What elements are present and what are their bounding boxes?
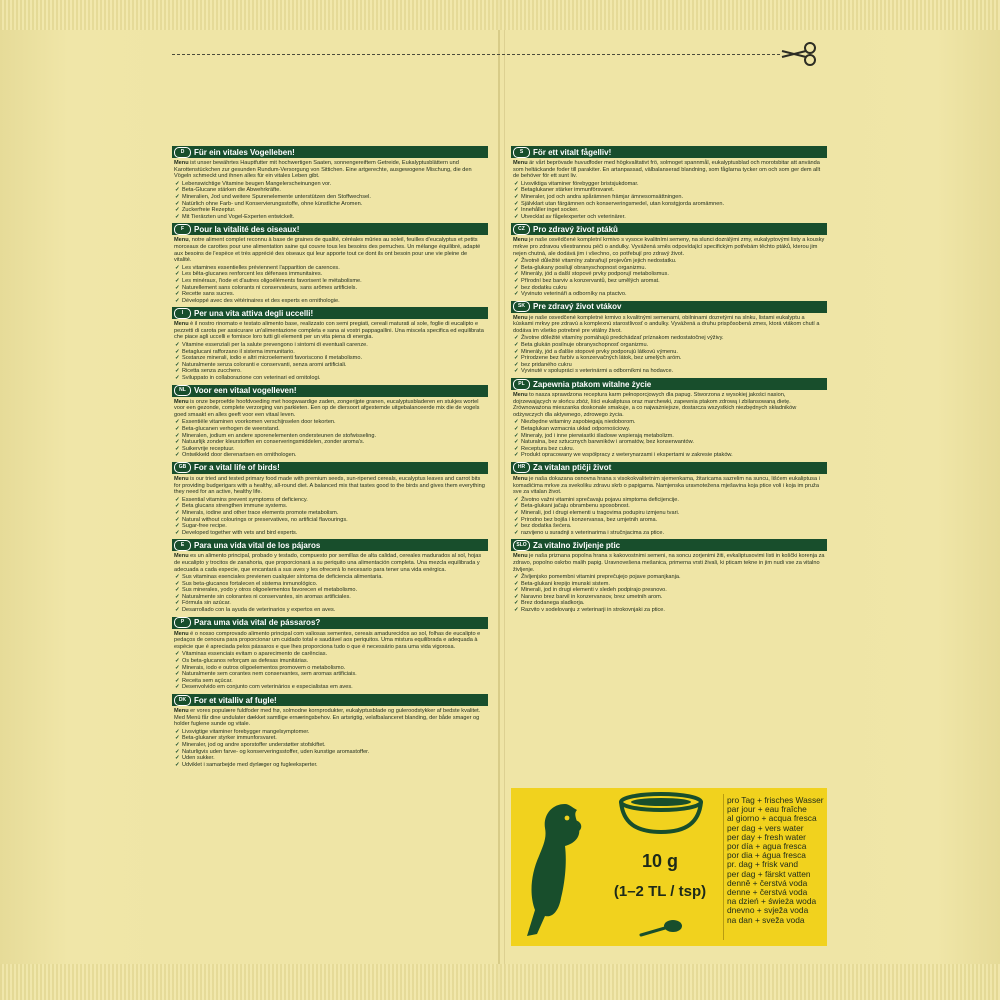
spoon-icon: [639, 918, 683, 938]
section-header: [172, 385, 488, 397]
benefit-list: [174, 651, 486, 691]
benefit-item: ✓ bez dodatka šećera.: [513, 523, 825, 530]
benefit-item: ✓ Ricetta senza zucchero.: [174, 368, 486, 375]
language-section-cz: [511, 223, 827, 297]
benefit-item: ✓ Beta-glukany posilují obranyschopnost organizmu.: [513, 265, 825, 272]
section-header: [172, 617, 488, 629]
intro-text: er vores populære fuldfoder med frø, solmodne kornprodukter, eukalyptusblade og guleroodstykker af bedste kvalitet. Med Menü får dine undulater dækket samtlige ernæringsbehov. En artsrigtig, velafbalanceret blanding, der både smager og holder fuglene sunde og vitale.: [174, 708, 481, 728]
section-title: Voor een vitaal vogelleven!: [194, 386, 297, 396]
language-section-sk: [511, 301, 827, 375]
language-section-s: [511, 146, 827, 220]
section-body: [172, 474, 488, 536]
section-body: [172, 235, 488, 304]
section-body: [172, 158, 488, 220]
benefit-item: ✓ Livsvigtige vitaminer forebygger mangelsymptomer.: [174, 729, 486, 736]
section-title: Pre zdravý život vtákov: [533, 302, 622, 312]
section-title: Para uma vida vital de pássaros?: [194, 618, 321, 628]
benefit-item: ✓ Os beta-glucanos reforçam as defesas imunitárias.: [174, 658, 486, 665]
section-header: [511, 539, 827, 551]
benefit-item: ✓ Recette sans sucres.: [174, 291, 486, 298]
benefit-item: ✓ Beta-glukani krepijo imunski sistem.: [513, 581, 825, 588]
language-code-badge: SK: [513, 301, 530, 312]
benefit-list: [513, 497, 825, 537]
language-code-badge: CZ: [513, 224, 530, 235]
benefit-item: ✓ Les vitamines essentielles préviennent l'apparition de carences.: [174, 265, 486, 272]
language-code-badge: PL: [513, 379, 530, 390]
daily-instruction-line: pr. dag + frisk vand: [727, 859, 798, 870]
benefit-list: [174, 265, 486, 305]
language-code-badge: F: [174, 224, 191, 235]
benefit-item: ✓ Naravno brez barvil in konzervansov, brez umetnih arom.: [513, 594, 825, 601]
brand-name: Menu: [174, 160, 189, 166]
benefit-item: ✓ Mineralien, Jod und weitere Spurenelemente unterstützen den Stoffwechsel.: [174, 194, 486, 201]
benefit-item: ✓ Les minéraux, l'iode et d'autres oligoéléments favorisent le métabolisme.: [174, 278, 486, 285]
benefit-item: ✓ Les bêta-glucanes renforcent les défenses immunitaires.: [174, 271, 486, 278]
language-section-gb: [172, 462, 488, 536]
benefit-item: ✓ Receita sem açúcar.: [174, 678, 486, 685]
benefit-item: ✓ Innehåller inget socker.: [513, 207, 825, 214]
daily-instruction-line: pro Tag + frisches Wasser: [727, 795, 824, 805]
benefit-item: ✓ Essentiële vitaminen voorkomen verschijnselen door tekorten.: [174, 419, 486, 426]
language-section-pl: [511, 378, 827, 459]
dose-grams: 10 g: [641, 851, 679, 871]
section-intro: [174, 399, 486, 419]
daily-instruction-line: na dzień + świeża woda: [727, 896, 817, 907]
section-header: [511, 146, 827, 158]
benefit-item: ✓ Prirodzene bez farbív a konzervačných látok, bez umelých aróm.: [513, 355, 825, 362]
intro-text: je naša priznana popolna hrana s kakovostnimi semeni, na soncu zorjenimi žiti, evkaliptusovimi listi in koščki korenja za zdravo, popolno oskrbo malih papig. Uravnovešena mešanica, primerna vrsti živali, ki pticam tekne in jim nudi vse za vitalno življenje.: [513, 553, 825, 573]
section-body: [511, 158, 827, 220]
section-title: Pour la vitalité des oiseaux!: [194, 224, 300, 234]
benefit-item: ✓ Sviluppato in collaborazione con veterinari ed ornitologi.: [174, 375, 486, 382]
panel-divider: [723, 794, 724, 940]
intro-text: je naša dokazana osnovna hrana s visokokvalitetnim sjemenkama, žitaricama sazrelim na suncu, lišćem eukaliptusa i komadićima mrkve za svekoliku zdravu skrb o papigama. Namjenska uravnotežena mješavina koja ptice voli i koja im pruža sve za vitalan život.: [513, 475, 820, 496]
benefit-list: [174, 342, 486, 382]
benefit-item: ✓ bez pridaného cukru: [513, 362, 825, 369]
section-header: [511, 378, 827, 390]
section-header: [172, 694, 488, 706]
benefit-item: ✓ bez dodatku cukru: [513, 285, 825, 292]
language-section-p: [172, 617, 488, 691]
language-section-e: [172, 539, 488, 613]
benefit-item: ✓ Beta glukán posilnuje obranyschopnosť organizmu.: [513, 342, 825, 349]
language-code-badge: NL: [174, 385, 191, 396]
section-body: [511, 551, 827, 613]
section-title: Für ein vitales Vogelleben!: [194, 147, 295, 157]
section-intro: [174, 708, 486, 728]
benefit-item: ✓ Brez dodanega sladkorja.: [513, 600, 825, 607]
section-header: [172, 539, 488, 551]
benefit-item: ✓ Sus vitaminas esenciales previenen cualquier síntoma de deficiencia alimentaria.: [174, 574, 486, 581]
section-header: [511, 301, 827, 313]
bottom-crimp-seal: [0, 964, 1000, 1000]
section-header: [172, 146, 488, 158]
daily-instruction-line: por dia + água fresca: [727, 850, 806, 861]
benefit-item: ✓ Životno važni vitamini sprečavaju pojavu simptoma deficijencije.: [513, 497, 825, 504]
section-intro: [513, 160, 825, 180]
benefit-list: [174, 419, 486, 459]
benefit-item: ✓ Vyvinuté v spolupráci s veterinármi a odborníkmi na hodavce.: [513, 368, 825, 375]
brand-name: Menu: [174, 708, 189, 714]
section-intro: [513, 315, 825, 335]
text-column-right: [511, 146, 827, 617]
scissors-icon: [780, 42, 822, 66]
feeding-instructions-panel: [511, 788, 827, 946]
benefit-item: ✓ Beta-glukani jačaju obrambenu sposobnost.: [513, 503, 825, 510]
benefit-item: ✓ Mineraler, jod och andra spårämnen främjar ämnesomsättningen.: [513, 194, 825, 201]
benefit-list: [513, 419, 825, 459]
language-code-badge: GB: [174, 462, 191, 473]
benefit-item: ✓ Přírodní bez barviv a konzervantů, bez umělých aromat.: [513, 278, 825, 285]
right-gusset: [840, 0, 1000, 1000]
text-column-left: [172, 146, 488, 771]
benefit-item: ✓ Sugar-free recipe.: [174, 523, 486, 530]
benefit-item: ✓ Vitamine essenziali per la salute prevengono i sintomi di eventuali carenze.: [174, 342, 486, 349]
benefit-list: [174, 574, 486, 614]
section-body: [511, 313, 827, 375]
section-intro: [174, 160, 486, 180]
benefit-item: ✓ Naturligvis uden farve- og konserveringsstoffer, uden kunstige aromastoffer.: [174, 749, 486, 756]
daily-instructions-list: [727, 796, 827, 925]
section-body: [511, 474, 827, 536]
benefit-list: [513, 574, 825, 614]
section-title: Per una vita attiva degli uccelli!: [194, 308, 314, 318]
section-body: [172, 551, 488, 613]
benefit-item: ✓ Essential vitamins prevent symptoms of deficiency.: [174, 497, 486, 504]
daily-instruction-line: per dag + vers water: [727, 822, 804, 833]
brand-name: Menu: [174, 630, 189, 637]
benefit-item: ✓ Životne dôležité vitamíny pomáhajú predchádzať príznakom nedostatočnej výživy.: [513, 335, 825, 342]
benefit-item: ✓ Betaglucani rafforzano il sistema immunitario.: [174, 349, 486, 356]
section-intro: [174, 237, 486, 263]
brand-name: Menu: [513, 392, 528, 399]
section-header: [172, 462, 488, 474]
benefit-item: ✓ Udviklet i samarbejde med dyrlæger og fugleeksperter.: [174, 762, 486, 769]
section-intro: [174, 476, 486, 496]
benefit-item: ✓ Ontwikkeld door dierenartsen en ornithologen.: [174, 452, 486, 459]
intro-text: es un alimento principal, probado y testado, compuesto por semillas de alta calidad, cereales madurados al sol, hojas de eucalipto y trocitos de zanahoria, que proporcionará a su periquito una alimentación completa. Una mezcla equilibrada y adecuada a cada especie, que encantará a sus aves y les ofrecerá lo necesario para tener una vida enérgica.: [174, 553, 482, 573]
benefit-item: ✓ Developed together with vets and bird experts.: [174, 530, 486, 537]
section-header: [172, 223, 488, 235]
benefit-item: ✓ Betaglukan wzmacnia układ odpornościowy.: [513, 426, 825, 433]
daily-instruction-line: al giorno + acqua fresca: [727, 813, 817, 824]
section-intro: [513, 476, 825, 496]
section-intro: [513, 237, 825, 257]
benefit-item: ✓ Minerais, iodo e outros oligoelementos promovem o metabolismo.: [174, 665, 486, 672]
brand-name: Menu: [174, 321, 189, 328]
intro-text: è il nostro rinomato e testato alimento base, realizzato con semi pregiati, cereali maturati al sole, foglie di eucalipto e pezzetti di carota per assicurare un'alimentazione completa e sana ai vostri pappagallini. Una miscela specifica ed equilibrata che piace agli uccelli e fornisce loro tutti gli elementi per un vita piena di energia.: [174, 321, 484, 341]
section-body: [511, 235, 827, 297]
benefit-item: ✓ Minerals, iodine and other trace elements promote metabolism.: [174, 510, 486, 517]
language-code-badge: D: [174, 147, 191, 158]
language-code-badge: I: [174, 308, 191, 319]
dose-spoons: (1–2 TL / tsp): [613, 883, 707, 900]
benefit-item: ✓ Minerały, jod i inne pierwiastki śladowe wspierają metabolizm.: [513, 433, 825, 440]
daily-instruction-line: par jour + eau fraîche: [727, 804, 807, 815]
benefit-item: ✓ Beta-glukaner styrker immunforsvaret.: [174, 735, 486, 742]
benefit-item: ✓ Sostanze minerali, iodio e altri microelementi favoriscono il metabolismo.: [174, 355, 486, 362]
benefit-item: ✓ Beta-glucanen verhogen de weerstand.: [174, 426, 486, 433]
benefit-item: ✓ Minerály, jód a ďalšie stopové prvky podporujú látkovú výmenu.: [513, 349, 825, 356]
benefit-item: ✓ Suikervrije receptuur.: [174, 446, 486, 453]
intro-text: é o nosso comprovado alimento principal com valiosas sementes, cereais amadurecidos ao sol, folhas de eucalipto e pedaços de cenoura para proporcionar um cuidado total e saudável aos periquitos. Uma mistura equilibrada e adequada à espécie que é apreciada pelos pássaros e que lhes proporciona tudo o que é necessário para uma vida vigorosa.: [174, 630, 481, 650]
benefit-item: ✓ Naturalmente senza coloranti e conservanti, senza aromi artificiali.: [174, 362, 486, 369]
section-intro: [513, 392, 825, 418]
benefit-item: ✓ Naturalna, bez sztucznych barwników i aromatów, bez konserwantów.: [513, 439, 825, 446]
brand-name: Menu: [174, 237, 189, 244]
brand-name: Menu: [174, 553, 189, 560]
language-section-slo: [511, 539, 827, 613]
benefit-item: ✓ Mineralen, jodium en andere sporenelementen ondersteunen de stofwisseling.: [174, 433, 486, 440]
benefit-item: ✓ Beta glucans strengthen immune systems.: [174, 503, 486, 510]
daily-instruction-line: denne + čerstvá voda: [727, 887, 808, 898]
language-section-f: [172, 223, 488, 304]
section-title: För ett vitalt fågelliv!: [533, 147, 612, 157]
language-section-d: [172, 146, 488, 220]
intro-text: is onze beproefde hoofdvoeding met hoogwaardige zaden, zongerijpte granen, eucalyptusbladeren en stukjes wortel voor een gezonde, complete verzorging van parkieten. Een op de diersoort afgestemde uitgebalanceerde mix die de vogels goed smaakt en alles geeft voor een vitaal leven.: [174, 398, 480, 418]
section-title: Pro zdravý život ptáků: [533, 224, 618, 234]
benefit-item: ✓ razvijeno u suradnji s veterinarima i stručnjacima za ptice.: [513, 530, 825, 537]
language-code-badge: DK: [174, 695, 191, 706]
intro-text: is our tried and tested primary food made with premium seeds, sun-ripened cereals, eucalyptus leaves and carrot bits for providing budgerigars with a healthy, all-round diet. A balanced mix that tastes good to the birds and gives them everything they need for an active, healthy life.: [174, 475, 485, 496]
benefit-item: ✓ Mineraler, jod og andre sporstoffer understøtter stofskiftet.: [174, 742, 486, 749]
section-body: [172, 629, 488, 691]
benefit-item: ✓ Vitaminas essenciais evitam o aparecimento de carências.: [174, 651, 486, 658]
section-title: Za vitalno življenje ptic: [533, 540, 621, 550]
benefit-item: ✓ Natural without colourings or preservatives, no artificial flavourings.: [174, 517, 486, 524]
brand-name: Menu: [174, 475, 189, 482]
benefit-item: ✓ Minerali, jod in drugi elementi v sledeh podpirajo presnovo.: [513, 587, 825, 594]
intro-text: är vårt beprövade huvudfoder med högkvalitativt frö, solmoget spannmål, eukalyptusblad och morotsbitar att använda som heltäckande foder till parakiter. En artanpassad, välbalanserad blandning, som fåglarna tycker om och som ger dem allt de behöver för ett sunt liv.: [513, 160, 821, 180]
brand-name: Menu: [513, 160, 528, 166]
benefit-item: ✓ Desarrollado con la ayuda de veterinarios y expertos en aves.: [174, 607, 486, 614]
benefit-item: ✓ Minerály, jód a další stopové prvky podporují metabolismus.: [513, 271, 825, 278]
benefit-item: ✓ Natürlich ohne Farb- und Konservierungsstoffe, ohne künstliche Aromen.: [174, 201, 486, 208]
benefit-list: [513, 258, 825, 298]
section-body: [172, 397, 488, 459]
benefit-item: ✓ Desenvolvido em conjunto com veterinários e especialistas em aves.: [174, 684, 486, 691]
daily-instruction-line: por día + agua fresca: [727, 841, 807, 852]
section-title: Zapewnia ptakom witalne życie: [533, 379, 652, 389]
brand-name: Menu: [513, 314, 528, 321]
center-seam: [498, 0, 500, 1000]
language-code-badge: S: [513, 147, 530, 158]
benefit-item: ✓ Développé avec des vétérinaires et des experts en ornithologie.: [174, 298, 486, 305]
benefit-item: ✓ Utvecklat av fågelexperter och veterinärer.: [513, 214, 825, 221]
section-title: Za vitalan ptičji život: [533, 463, 612, 473]
benefit-item: ✓ Livsviktiga vitaminer förebygger bristsjukdomar.: [513, 181, 825, 188]
benefit-item: ✓ Sus minerales, yodo y otros oligoelementos favorecen el metabolismo.: [174, 587, 486, 594]
parrot-icon: [521, 798, 585, 938]
section-intro: [174, 553, 486, 573]
intro-text: ist unser bewährtes Hauptfutter mit hochwertigen Saaten, sonnengereiftem Getreide, Eukalyptusblättern und Karottenstückchen zur gesunden Rundum-Versorgung von Sittichen. Eine artgerechte, ausgewogene Mischung, die den Vögeln schmeckt und ihnen alles für ein vitales Leben gibt.: [174, 160, 472, 180]
section-title: Para una vida vital de los pájaros: [194, 540, 321, 550]
benefit-item: ✓ Sus beta-glucanos fortalecen el sistema inmunológico.: [174, 581, 486, 588]
benefit-item: ✓ Minerali, jod i drugi elementi u tragovima podupiru izmjenu tvari.: [513, 510, 825, 517]
benefit-item: ✓ Zuckerfreie Rezeptur.: [174, 207, 486, 214]
benefit-list: [513, 335, 825, 375]
section-header: [511, 462, 827, 474]
cut-line[interactable]: [172, 54, 780, 55]
daily-instruction-line: denně + čerstvá voda: [727, 877, 808, 888]
benefit-list: [174, 729, 486, 769]
benefit-item: ✓ Razvito v sodelovanju z veterinarji in strokovnjaki za ptice.: [513, 607, 825, 614]
benefit-item: ✓ Životně důležité vitamíny zabraňují projevům jejich nedostatku.: [513, 258, 825, 265]
benefit-item: ✓ Beta-Glucane stärken die Abwehrkräfte.: [174, 187, 486, 194]
benefit-item: ✓ Fórmula sin azúcar.: [174, 600, 486, 607]
language-code-badge: HR: [513, 462, 530, 473]
benefit-item: ✓ Självklart utan färgämnen och konserveringsmedel, utan konstgjorda aromämnen.: [513, 201, 825, 208]
benefit-item: ✓ Mit Tierärzten und Vogel-Experten entwickelt.: [174, 214, 486, 221]
benefit-item: ✓ Vyvinuto veterináři a odborníky na ptactvo.: [513, 291, 825, 298]
language-section-i: [172, 307, 488, 381]
dose-amount: [597, 850, 723, 902]
benefit-item: ✓ Uden sukker.: [174, 755, 486, 762]
daily-instruction-line: na dan + sveža voda: [727, 914, 805, 925]
left-gusset: [0, 0, 172, 1000]
section-body: [172, 319, 488, 381]
brand-name: Menu: [174, 398, 189, 405]
language-section-nl: [172, 385, 488, 459]
section-intro: [174, 631, 486, 651]
daily-instruction-line: per dag + färskt vatten: [727, 868, 811, 879]
section-header: [511, 223, 827, 235]
benefit-item: ✓ Receptura bez cukru.: [513, 446, 825, 453]
language-code-badge: P: [174, 617, 191, 628]
benefit-list: [513, 181, 825, 221]
benefit-item: ✓ Natuurlijk zonder kleurstoffen en conserveringsmiddelen, zonder aroma's.: [174, 439, 486, 446]
benefit-item: ✓ Naturellement sans colorants ni conservateurs, sans arômes artificiels.: [174, 285, 486, 292]
section-body: [511, 390, 827, 459]
benefit-list: [174, 181, 486, 221]
section-title: For a vital life of birds!: [194, 463, 280, 473]
section-intro: [513, 553, 825, 573]
food-bowl-icon: [615, 792, 707, 836]
benefit-item: ✓ Naturalmente sin colorantes ni conservantes, sin aromas artificiales.: [174, 594, 486, 601]
daily-instruction-line: dnevno + svježa voda: [727, 905, 809, 916]
language-code-badge: E: [174, 540, 191, 551]
intro-text: je naše osvedčené kompletné krmivo s kvalitnými semenami, obilninami dozretými na slnku, listami eukalyptu a kúskami mrkvy pre zdravú a komplexnú starostlivosť o andulky. Vyvážená a druhu prispôsobená zmes, ktorá vtákom chutí a dodáva im všetko potrebné pre vitálny život.: [513, 314, 820, 334]
benefit-item: ✓ Lebenswichtige Vitamine beugen Mangelerscheinungen vor.: [174, 181, 486, 188]
benefit-item: ✓ Naturalmente sem corantes nem conservantes, sem aromas artificiais.: [174, 671, 486, 678]
daily-instruction-line: per day + fresh water: [727, 831, 806, 842]
benefit-item: ✓ Prirodno bez bojila i konzervansa, bez umjetnih aroma.: [513, 517, 825, 524]
benefit-item: ✓ Niezbędne witaminy zapobiegają niedoborom.: [513, 419, 825, 426]
intro-text: to nasza sprawdzona receptura karm pełnoporcjowych dla papug. Stworzona z wysokiej jakości nasion, dojrzewających w słońcu zbóż, liści eukaliptusa oraz marchewki, zapewnia ptakom zdrową i zbilansowaną dietę. Zrównoważona mieszanka doskonale smakuje, a co najważniejsze, dostarcza wszystkich niezbędnych składników odżywczych dla aktywnego, zdrowego życia.: [513, 392, 797, 418]
section-body: [172, 706, 488, 768]
brand-name: Menu: [513, 475, 528, 482]
brand-name: Menu: [513, 553, 528, 560]
language-section-hr: [511, 462, 827, 536]
center-seam-line: [504, 0, 505, 1000]
top-crimp-seal: [0, 0, 1000, 30]
language-code-badge: SLO: [513, 540, 530, 551]
intro-text: , notre aliment complet reconnu à base de graines de qualité, céréales mûries au soleil, feuilles d'eucalyptus et petits morceaux de carottes pour une alimentation saine qui couvre tous les besoins des perruches. Un mélange équilibré, adapté aux besoins de l'espèce et très apprécié des oiseaux qui leur apporte tout ce dont ils ont besoin pour une vie pleine de vitalité.: [174, 237, 481, 264]
brand-name: Menu: [513, 237, 528, 244]
section-title: For et vitalliv af fugle!: [194, 695, 277, 705]
benefit-item: ✓ Življenjsko pomembni vitamini preprečujejo pojave pomanjkanja.: [513, 574, 825, 581]
benefit-item: ✓ Betaglukaner stärker immunförsvaret.: [513, 187, 825, 194]
language-section-dk: [172, 694, 488, 768]
section-header: [172, 307, 488, 319]
intro-text: je naše osvědčené kompletní krmivo s vysoce kvalitními semeny, na slunci dozrálými zrny, eukalyptovými listy a kousky mrkve pro zdravou všestrannou péči o andulky. Vyvážená směs odpovídající specifickým potřebám těchto ptáků, kterou jim nejen chutná, ale dodává jim i všechno, co potřebují pro zdravý život.: [513, 237, 825, 257]
benefit-list: [174, 497, 486, 537]
benefit-item: ✓ Produkt opracowany we współpracy z weterynarzami i ekspertami w zakresie ptaków.: [513, 452, 825, 459]
section-intro: [174, 321, 486, 341]
